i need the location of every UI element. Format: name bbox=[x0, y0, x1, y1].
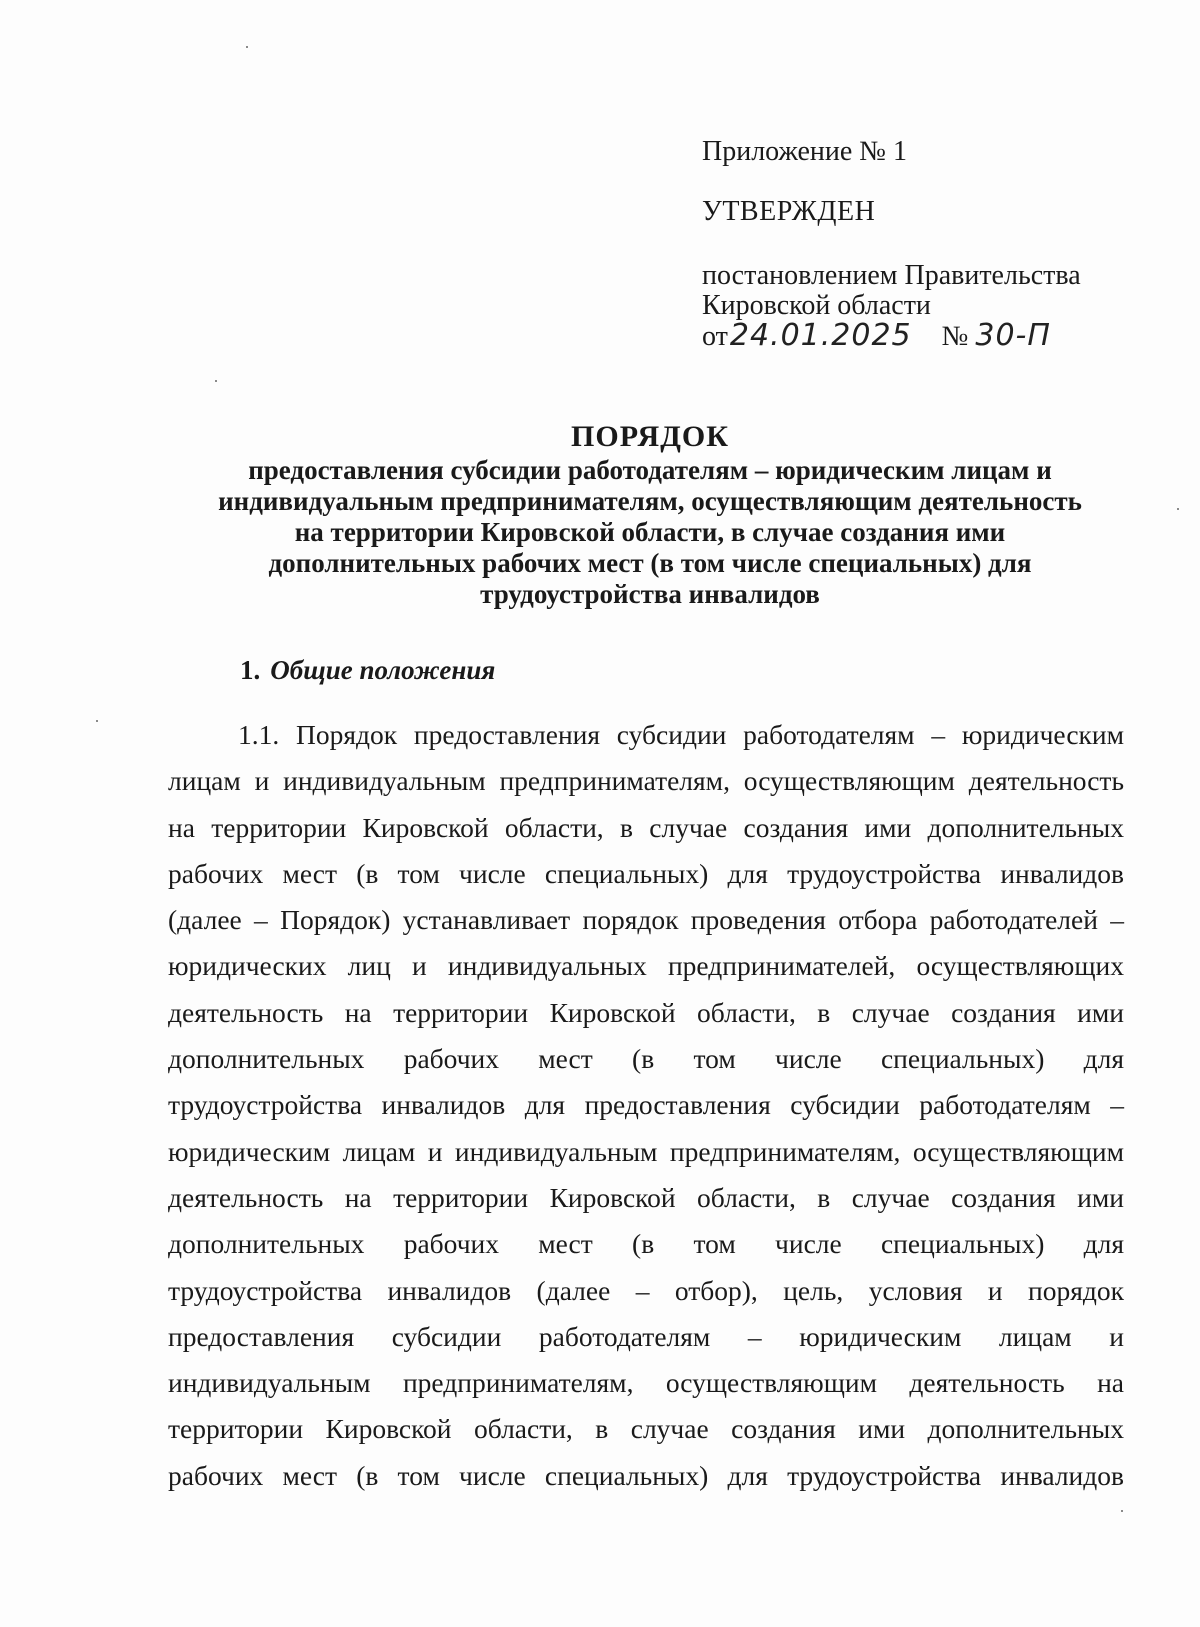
number-prefix: № bbox=[941, 321, 969, 352]
paragraph-1-1 bbox=[168, 712, 1124, 1499]
resolution-block bbox=[702, 261, 1132, 352]
handwritten-number: 30-П bbox=[975, 318, 1051, 353]
resolution-line-2: Кировской области bbox=[702, 290, 931, 321]
resolution-line-1: постановлением Правительства bbox=[702, 260, 1081, 291]
handwritten-date: 24.01.2025 bbox=[729, 318, 912, 353]
paragraph-line: деятельность на территории Кировской области, в случае создания ими bbox=[168, 996, 1124, 1028]
paragraph-line: рабочих мест (в том числе специальных) для трудоустройства инвалидов bbox=[168, 1459, 1124, 1491]
subtitle-line: трудоустройства инвалидов bbox=[480, 579, 820, 609]
title-subtitle bbox=[170, 455, 1130, 610]
paragraph-line: лицам и индивидуальным предпринимателям, осуществляющим деятельность bbox=[168, 765, 1124, 797]
approved-label: УТВЕРЖДЕН bbox=[702, 196, 876, 227]
document-title bbox=[170, 419, 1130, 610]
paragraph-line: юридических лиц и индивидуальных предпринимателей, осуществляющих bbox=[168, 950, 1124, 982]
subtitle-line: индивидуальным предпринимателям, осуществляющим деятельность bbox=[218, 486, 1082, 516]
scan-speck bbox=[215, 380, 217, 382]
paragraph-line: индивидуальным предпринимателям, осуществляющим деятельность на bbox=[168, 1367, 1124, 1399]
subtitle-line: предоставления субсидии работодателям – юридическим лицам и bbox=[248, 455, 1052, 485]
resolution-date-line bbox=[702, 318, 1132, 353]
paragraph-line: (далее – Порядок) устанавливает порядок проведения отбора работодателей – bbox=[168, 904, 1124, 936]
paragraph-line: предоставления субсидии работодателям – юридическим лицам и bbox=[168, 1320, 1124, 1352]
section-title: Общие положения bbox=[270, 655, 496, 685]
subtitle-line: на территории Кировской области, в случае создания ими bbox=[294, 517, 1006, 547]
section-heading bbox=[240, 655, 495, 686]
appendix-number: Приложение № 1 bbox=[702, 136, 907, 167]
paragraph-line: трудоустройства инвалидов (далее – отбор), цель, условия и порядок bbox=[168, 1274, 1124, 1306]
scan-speck bbox=[1121, 1510, 1123, 1512]
paragraph-line: 1.1. Порядок предоставления субсидии работодателям – юридическим bbox=[238, 719, 1124, 750]
subtitle-line: дополнительных рабочих мест (в том числе специальных) для bbox=[268, 548, 1032, 578]
paragraph-line: территории Кировской области, в случае создания ими дополнительных bbox=[168, 1413, 1124, 1445]
paragraph-line: дополнительных рабочих мест (в том числе специальных) для bbox=[168, 1043, 1124, 1075]
scan-speck bbox=[1177, 508, 1179, 510]
paragraph-line: дополнительных рабочих мест (в том числе специальных) для bbox=[168, 1228, 1124, 1260]
paragraph-line: рабочих мест (в том числе специальных) для трудоустройства инвалидов bbox=[168, 857, 1124, 889]
scan-speck bbox=[246, 46, 248, 48]
paragraph-line: юридическим лицам и индивидуальным предпринимателям, осуществляющим bbox=[168, 1135, 1124, 1167]
scan-speck bbox=[96, 720, 98, 722]
title-main: ПОРЯДОК bbox=[571, 420, 729, 453]
paragraph-line: деятельность на территории Кировской области, в случае создания ими bbox=[168, 1181, 1124, 1213]
paragraph-line: на территории Кировской области, в случае создания ими дополнительных bbox=[168, 811, 1124, 843]
section-number: 1. bbox=[240, 655, 261, 685]
paragraph-line: трудоустройства инвалидов для предоставления субсидии работодателям – bbox=[168, 1089, 1124, 1121]
date-prefix: от bbox=[702, 321, 728, 352]
